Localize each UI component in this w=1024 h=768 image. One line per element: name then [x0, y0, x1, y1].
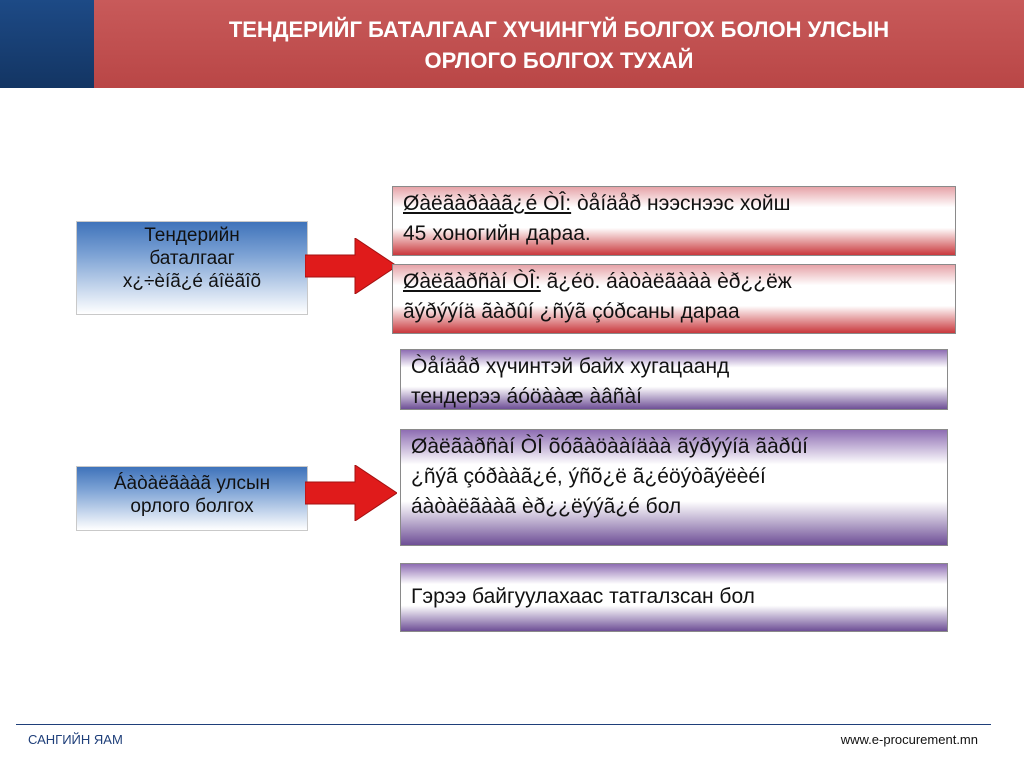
page-title-line-2: ОРЛОГО БОЛГОХ ТУХАЙ [424, 48, 694, 73]
box-tender-guarantee-invalidation [76, 221, 308, 315]
arrow-right-icon [305, 238, 397, 294]
page-title [94, 0, 1024, 76]
box-line: Гэрээ байгуулахаас татгалзсан бол [411, 585, 755, 608]
box-withdrawn-tender-condition [400, 349, 948, 410]
box-line: Тендерийн [144, 225, 240, 246]
box-line: 45 хоногийн дараа. [403, 222, 591, 245]
box-selected-bidder-condition [392, 264, 956, 334]
box-unselected-bidder-condition [392, 186, 956, 256]
box-label: Øàëãàðñàí ÒÎ: [403, 270, 541, 293]
box-line: áàòàëãààã èð¿¿ëýýã¿é бол [411, 495, 682, 518]
box-line: баталгааг [149, 248, 235, 269]
box-text: ã¿éö. áàòàëãààà èð¿¿ëж [546, 270, 792, 293]
box-line: ¿ñýã çóðààã¿é, ýñõ¿ë ã¿éöýòãýëèéí [411, 465, 766, 488]
header-title-bar [94, 0, 1024, 88]
footer-website: www.e-procurement.mn [840, 732, 978, 747]
header-accent-block [0, 0, 94, 88]
box-text: òåíäåð нээснээс хойш [576, 192, 791, 215]
box-line: Òåíäåð хүчинтэй байх хугацаанд [411, 355, 730, 378]
footer-organization: САНГИЙН ЯАМ [28, 732, 123, 747]
page-title-line-1: ТЕНДЕРИЙГ БАТАЛГААГ ХҮЧИНГҮЙ БОЛГОХ БОЛОН УЛСЫН [228, 17, 890, 42]
box-line: тендерээ áóöààæ àâñàí [411, 385, 642, 408]
box-line: х¿÷èíã¿é áîëãîõ [122, 271, 262, 292]
footer-divider [16, 724, 991, 725]
arrow-right-icon [305, 465, 397, 521]
box-line: Áàòàëãààã улсын [113, 473, 271, 494]
box-guarantee-to-state-revenue [76, 466, 308, 531]
box-no-contract-signed-condition [400, 429, 948, 546]
box-line [403, 267, 945, 297]
box-line [403, 189, 945, 219]
box-line: ãýðýýíä ãàðûí ¿ñýã çóðсаны дараа [403, 300, 740, 323]
box-refused-contract-condition [400, 563, 948, 632]
box-label: Øàëãàðààã¿é ÒÎ: [403, 192, 572, 215]
box-line: Øàëãàðñàí ÒÎ õóãàöààíäàà ãýðýýíä ãàðûí [411, 435, 808, 458]
box-line: орлого болгох [130, 496, 254, 517]
